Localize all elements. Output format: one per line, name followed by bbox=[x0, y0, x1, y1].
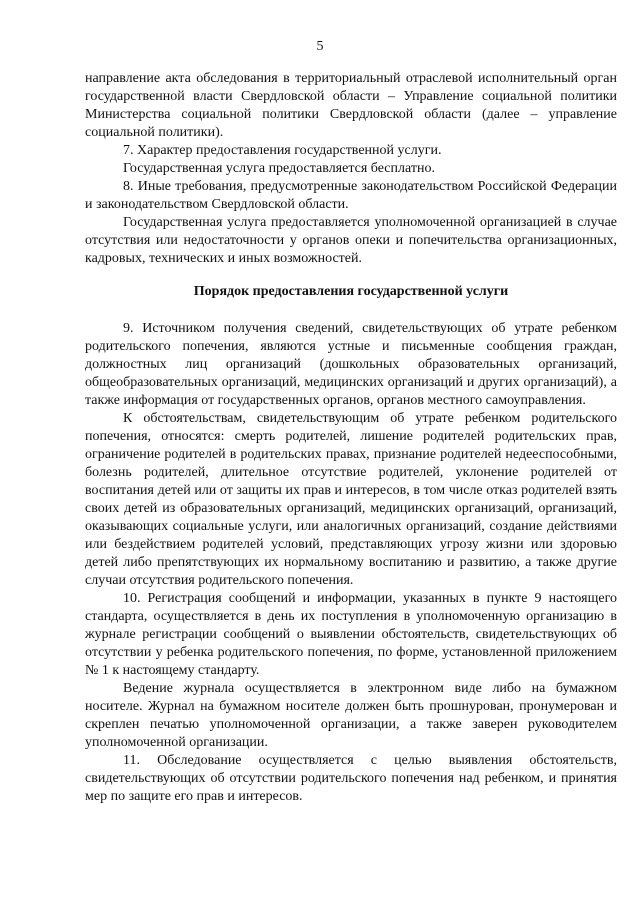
paragraph-free-of-charge: Государственная услуга предоставляется бесплатно. bbox=[123, 161, 435, 176]
paragraph-authorized-organization: Государственная услуга предоставляется уполномоченной организацией в случае отсутствия или недостаточности у органов опеки и попечительства организационных, кадровых, технических и иных возможностей. bbox=[85, 215, 617, 266]
section-heading: Порядок предоставления государственной услуги bbox=[193, 284, 509, 299]
paragraph-item-9: 9. Источником получения сведений, свидетельствующих об утрате ребенком родительского попечения, являются устные и письменные сообщения граждан, должностных лиц организаций (дошкольных образовательных организаций, общеобразовательных организаций, медицинских организаций и других организаций), а также информация от государственных органов, органов местного самоуправления. bbox=[85, 321, 617, 408]
paragraph-item-10: 10. Регистрация сообщений и информации, указанных в пункте 9 настоящего стандарта, осуществляется в день их поступления в уполномоченную организацию в журнале регистрации сообщений о выявлении обстоятельств, свидетельствующих об отсутствии у ребенка родительского попечения, по форме, установленной приложением № 1 к настоящему стандарту. bbox=[85, 591, 617, 678]
paragraph-journal: Ведение журнала осуществляется в электронном виде либо на бумажном носителе. Журнал на бумажном носителе должен быть прошнурован, пронумерован и скреплен печатью уполномоченной организации, а также заверен руководителем уполномоченной организации. bbox=[85, 681, 617, 750]
paragraph-item-8: 8. Иные требования, предусмотренные законодательством Российской Федерации и законодательством Свердловской области. bbox=[85, 179, 617, 212]
page-number: 5 bbox=[316, 39, 324, 54]
paragraph-item-7: 7. Характер предоставления государственной услуги. bbox=[123, 143, 442, 158]
paragraph-item-11: 11. Обследование осуществляется с целью выявления обстоятельств, свидетельствующих об отсутствии родительского попечения над ребенком, и принятия мер по защите его прав и интересов. bbox=[85, 753, 617, 804]
document-body bbox=[85, 70, 617, 806]
paragraph-continuation: направление акта обследования в территориальный отраслевой исполнительный орган государственной власти Свердловской области – Управление социальной политики Министерства социальной политики Свердловской области (далее – управление социальной политики). bbox=[85, 71, 617, 140]
paragraph-circumstances: К обстоятельствам, свидетельствующим об утрате ребенком родительского попечения, относятся: смерть родителей, лишение родителей родительских прав, ограничение родителей в родительских правах, признание родителей недееспособными, болезнь родителей, длительное отсутствие родителей, уклонение родителей от воспитания детей или от защиты их прав и интересов, в том числе отказ родителей взять своих детей из образовательных организаций, медицинских организаций, организаций, оказывающих социальные услуги, или аналогичных организаций, создание действиями или бездействием родителей условий, представляющих угрозу жизни или здоровью детей либо препятствующих их нормальному воспитанию и развитию, а также другие случаи отсутствия родительского попечения. bbox=[85, 411, 617, 588]
